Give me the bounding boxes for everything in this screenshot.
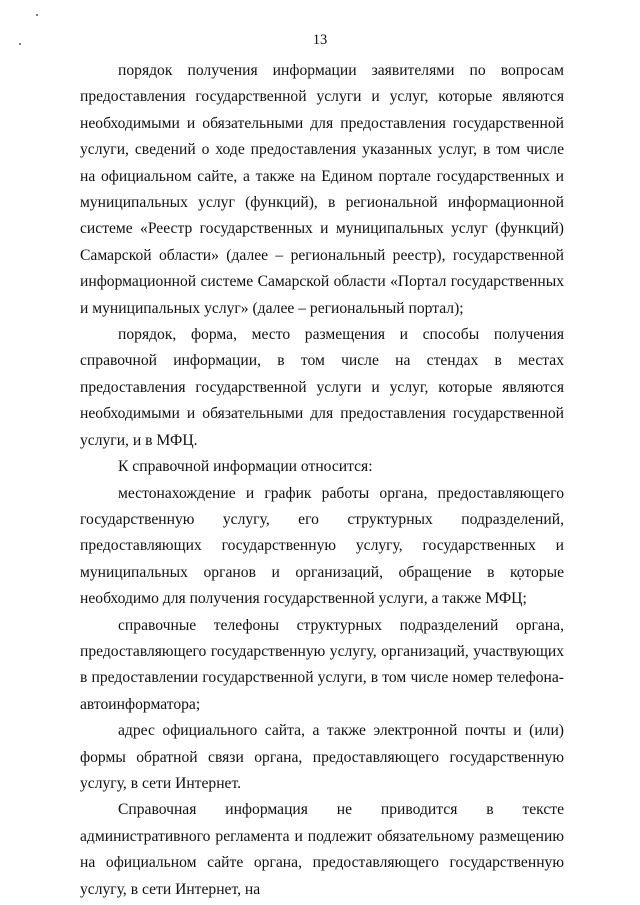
paragraph-location-schedule: местонахождение и график работы органа, предоставляющего государственную услугу, его структурных подразделений, предоставляющих государственную услугу, государственных и муниципальных органов и организаций, обращение в которые необходимо для получения государственной услуги, а также МФЦ;	[80, 484, 564, 608]
paragraph-website-email: адрес официального сайта, а также электронной почты и (или) формы обратной связи органа, предоставляющего государственную услугу, в сети Интернет.	[80, 722, 564, 792]
paragraph-info-procedure: порядок получения информации заявителями по вопросам предоставления государственной услуги и услуг, которые являются необходимыми и обязательными для предоставления государственной услуги, сведений о ходе предоставления указанных услуг, в том числе на официальном сайте, а также на Едином портале государственных и муниципальных услуг (функций), в региональной информационной системе «Реестр государственных и муниципальных услуг (функций) Самарской области» (далее – региональный реестр), государственной информационной системе Самарской области «Портал государственных и муниципальных услуг» (далее – региональный портал);	[80, 62, 564, 317]
paragraph-phones: справочные телефоны структурных подразделений органа, предоставляющего государственную услугу, организаций, участвующих в предоставлении государственной услуги, в том числе номер телефона-автоинформатора;	[80, 616, 564, 713]
scan-speck	[36, 14, 38, 16]
paragraph-reference-info-heading: К справочной информации относится:	[118, 458, 373, 476]
page-number: 13	[312, 32, 328, 48]
body-text	[80, 58, 564, 903]
paragraph-reference-not-in-text: Справочная информация не приводится в тексте административного регламента и подлежит обязательному размещению на официальном сайте органа, предоставляющего государственную услугу, в сети Интернет, на	[80, 801, 564, 898]
paragraph-reference-info-procedure: порядок, форма, место размещения и способы получения справочной информации, в том числе на стендах в местах предоставления государственной услуги и услуг, которые являются необходимыми и обязательными для предоставления государственной услуги, и в МФЦ.	[80, 326, 564, 449]
